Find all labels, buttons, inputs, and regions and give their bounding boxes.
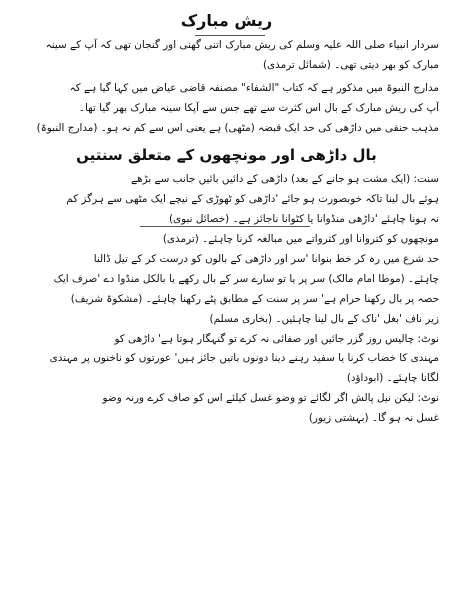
text-line: مبارک کو بھر دیتی تھی۔ (شمائل ترمذی) [262,58,439,71]
text-line: مونچھوں کو کتروانا اور کترواتے میں مبالغہ کرنا چاہئے۔ (ترمذی) [162,233,439,246]
text-line: سردار انبیاء صلی اللہ علیہ وسلم کی ریش مبارک اتنی گھنی اور گنجان تھی کہ آپ کے سینہ [45,39,439,51]
paragraph-madarij [14,79,439,139]
text-line: نوٹ: لیکن نیل پالش اگر لگائے تو وضو غسل کیلئے اس کو صاف کرے ورنہ وضو [102,392,439,405]
text-line: غسل نہ ہو گا۔ (بہشتی زیور) [308,412,439,425]
text-line: نہ ہونا چاہئے 'داڑھی منڈوانا یا کٹوانا ناجائز ہے۔ (خصائل نبوی) [168,213,439,226]
text-line: مذہب حنفی میں داڑھی کی حد ایک قبضہ (مٹھی) ہے یعنی اس سے کم نہ ہو۔ (مدارج النبوۃ) [36,121,439,134]
text-line: نوٹ: چالیس روز گزر جائیں اور صفائی نہ کرے تو گنہگار ہوتا ہے' داڑھی کو [114,332,439,345]
heading-underline [140,226,310,227]
text-line: چاہئے۔ (موطا امام مالک) سر پر یا تو سارے سر کے بال رکھے یا بالکل منڈوا دے 'صرف ایک [53,272,439,285]
heading-sunnah: بال داڑھی اور مونچھوں کے متعلق سنتیں [76,146,377,165]
text-line: آپ کی ریش مبارک کے بال اس کثرت سے تھے جس سے آپکا سینہ مبارک بھر گیا تھا۔ [78,101,439,114]
text-line: حد شرع میں رہ کر خط بنوانا 'سر اور داڑھی کے بالوں کو درست کر کے تیل ڈالنا [93,253,439,266]
text-line: لگانا چاہئے۔ (ابوداؤد) [346,372,439,385]
text-line: مہندی کا خضاب کرنا یا سفید رہنے دینا دونوں باتیں جائز ہیں' عورتوں کو ناخنوں پر مہندی [49,352,439,365]
text-line: سنت: (ایک مشت ہو جانے کے بعد) داڑھی کے دائیں بائیں جانب سے بڑھے [131,173,439,186]
sunnah-body [14,170,439,429]
text-line: ہوئے بال لینا تاکہ خوبصورت ہو جائے 'داڑھی کو ٹھوڑی کے نیچے ایک مٹھی سے ہرگز کم [66,193,439,206]
paragraph-beard-density [14,36,439,76]
text-line: مدارج النبوۃ میں مذکور ہے کہ کتاب "الشفاء" مصنفہ قاضی عیاض میں کہا گیا ہے کہ [69,81,439,94]
heading-beard: ریش مبارک [180,11,273,30]
text-line: حصہ پر بال رکھنا حرام ہے' سر پر سنت کے مطابق پٹے رکھنا چاہئے۔ (مشکوۃ شریف) [70,292,439,305]
heading-underline [195,35,265,36]
text-line: زیر ناف 'بغل 'ناک کے بال لینا چاہئیں۔ (بخاری مسلم) [209,312,439,325]
